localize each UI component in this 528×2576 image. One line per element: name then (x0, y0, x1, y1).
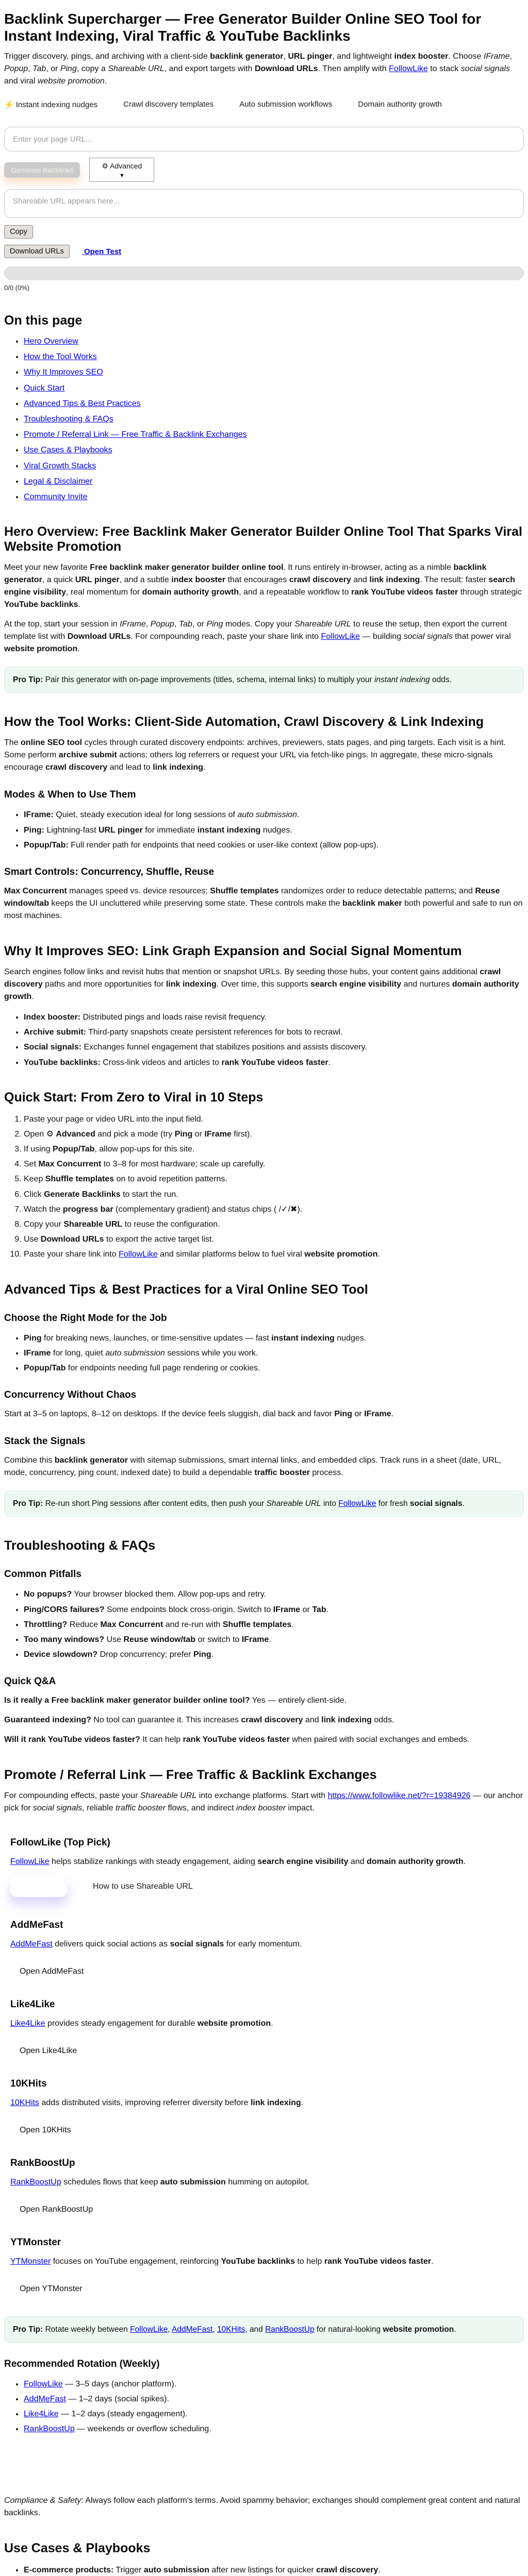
inline-link[interactable]: Like4Like (10, 2019, 45, 2028)
subsection-heading: Concurrency Without Chaos (4, 1389, 137, 1401)
toc-item (24, 429, 524, 440)
subsection-heading: Stack the Signals (4, 1436, 86, 1447)
open-platform-link[interactable]: Open Like4Like (20, 2046, 77, 2056)
inline-link[interactable]: FollowLike (130, 2325, 168, 2334)
spacer (4, 2443, 524, 2487)
how-to-use-toggle[interactable]: How to use Shareable URL (93, 1882, 193, 1891)
toc-link[interactable]: Promote / Referral Link — Free Traffic & Backlink Exchanges (24, 430, 247, 439)
list-item: • FollowLike — 3–5 days (anchor platform). (24, 2378, 524, 2390)
list-item: • Ping/CORS failures? Some endpoints block cross-origin. Switch to IFrame or Tab. (24, 1604, 524, 1616)
inline-link[interactable]: 10KHits (217, 2325, 245, 2334)
intro-text: Trigger discovery, pings, and archiving with a client-side backlink generator, URL pinger, and lightweight index booster. Choose IFrame, Popup, Tab, or Ping, copy a Shareable URL, and export targets with Download URLs. Then amplify with FollowLike to stack social signals and viral website promotion. (4, 52, 512, 86)
copy-button[interactable]: Copy (4, 225, 33, 239)
section-heading: How the Tool Works: Client-Side Automation, Crawl Discovery & Link Indexing (4, 715, 484, 730)
list-item: • Archive submit: Third-party snapshots create persistent references for bots to recrawl. (24, 1026, 524, 1038)
list-item: • IFrame: Quiet, steady execution ideal for long sessions of auto submission. (24, 809, 524, 821)
inline-link[interactable]: RankBoostUp (24, 2425, 75, 2434)
list-item: 6. Click Generate Backlinks to start the run. (24, 1189, 524, 1200)
platform-description: Like4Like provides steady engagement for durable website promotion. (10, 2019, 273, 2028)
platform-card-title: 10KHits (10, 2078, 47, 2090)
feature-chip: Auto submission workflows (239, 100, 333, 109)
list-item: • E-commerce products: Trigger auto submission after new listings for quicker crawl discovery. (24, 2564, 524, 2576)
platform-card (4, 2158, 524, 2214)
paragraph: Compliance & Safety: Always follow each platform's terms. Avoid spammy behavior; exchanges should complement great content and natural backlinks. (4, 2496, 520, 2518)
platform-card-title: Like4Like (10, 1999, 55, 2010)
subsection-heading: Choose the Right Mode for the Job (4, 1312, 167, 1324)
page-title: Backlink Supercharger — Free Generator Builder Online SEO Tool for Instant Indexing, Viral Traffic & YouTube Backlinks (4, 11, 482, 44)
toc-link[interactable]: Troubleshooting & FAQs (24, 415, 113, 423)
list-item: • Ping for breaking news, launches, or time-sensitive updates — fast instant indexing nudges. (24, 1332, 524, 1344)
open-platform-link[interactable]: Open AddMeFast (20, 1967, 84, 1976)
toc-item (24, 460, 524, 472)
download-row (4, 245, 524, 258)
platform-description: YTMonster focuses on YouTube engagement, reinforcing YouTube backlinks to help rank YouTube videos faster. (10, 2257, 434, 2266)
toc-item (24, 476, 524, 487)
platform-card (4, 1999, 524, 2056)
url-input[interactable] (4, 127, 524, 151)
paragraph: Max Concurrent manages speed vs. device resources; Shuffle templates randomizes order to reduce detectable patterns; and Reuse window/tab keeps the UI uncluttered while preserving some state. These controls make the backlink maker both powerful and safe to run on most machines. (4, 886, 523, 920)
section-heading: Troubleshooting & FAQs (4, 1538, 156, 1553)
open-test-link[interactable]: Open Test (81, 247, 122, 256)
paragraph: Guaranteed indexing? No tool can guarantee it. This increases crawl discovery and link indexing odds. (4, 1716, 394, 1725)
inline-link[interactable]: YTMonster (10, 2257, 51, 2266)
feature-chip: Crawl discovery templates (123, 100, 214, 109)
open-platform-link[interactable]: Open YTMonster (20, 2284, 82, 2294)
platform-card (4, 1837, 524, 1897)
list-item: • Too many windows? Use Reuse window/tab or switch to IFrame. (24, 1634, 524, 1646)
inline-link[interactable]: Like4Like (24, 2409, 59, 2418)
toc-item (24, 398, 524, 410)
platform-description: 10KHits adds distributed visits, improving referrer diversity before link indexing. (10, 2098, 304, 2108)
followlike-open-button[interactable]: Open FollowLike (10, 1876, 67, 1897)
inline-link[interactable]: https://www.followlike.net/?r=19384926 (327, 1791, 471, 1801)
list-item: • IFrame for long, quiet auto submission sessions while you work. (24, 1347, 524, 1359)
inline-link[interactable]: FollowLike (338, 1499, 376, 1509)
progress-text: 0/0 (0%) (4, 284, 30, 292)
inline-link[interactable]: AddMeFast (172, 2325, 213, 2334)
list-item: 7. Watch the progress bar (complementary gradient) and status chips ( /✓/✖). (24, 1204, 524, 1215)
lightning-icon: ⚡ (4, 100, 14, 110)
pro-tip: Pro Tip: Rotate weekly between FollowLike, AddMeFast, 10KHits, and RankBoostUp for natural-looking website promotion. (4, 2316, 524, 2343)
toc-link[interactable]: How the Tool Works (24, 352, 97, 362)
list-item: 2. Open ⚙ Advanced and pick a mode (try Ping or IFrame first). (24, 1128, 524, 1140)
list-item: • No popups? Your browser blocked them. Allow pop-ups and retry. (24, 1588, 524, 1600)
toc-item (24, 444, 524, 456)
section-heading: Hero Overview: Free Backlink Maker Generator Builder Online Tool That Sparks Viral Website Promotion (4, 524, 522, 554)
inline-link[interactable]: FollowLike (10, 1857, 50, 1867)
list-item: 3. If using Popup/Tab, allow pop-ups for this site. (24, 1143, 524, 1155)
inline-link[interactable]: AddMeFast (10, 1940, 53, 1949)
inline-link[interactable]: RankBoostUp (10, 2178, 61, 2187)
list-item: 4. Set Max Concurrent to 3–8 for most hardware; scale up carefully. (24, 1158, 524, 1170)
inline-link[interactable]: 10KHits (10, 2098, 40, 2108)
paragraph: Meet your new favorite Free backlink maker generator builder online tool. It runs entirely in-browser, acting as a nimble backlink generator, a quick URL pinger, and a subtle index booster that encourages crawl discovery and link indexing. The result: faster search engine visibility, real momentum for domain authority growth, and a repeatable workflow to rank YouTube videos faster through strategic YouTube backlinks. (4, 563, 522, 609)
inline-link[interactable]: RankBoostUp (265, 2325, 315, 2334)
pro-tip: Pro Tip: Pair this generator with on-page improvements (titles, schema, internal links) to multiply your instant indexing odds. (4, 667, 524, 693)
platform-description: FollowLike helps stabilize rankings with steady engagement, aiding search engine visibility and domain authority growth. (10, 1857, 466, 1867)
subsection-heading: Recommended Rotation (Weekly) (4, 2358, 160, 2369)
paragraph: Will it rank YouTube videos faster? It can help rank YouTube videos faster when paired with social exchanges and embeds. (4, 1735, 470, 1744)
section-heading: Quick Start: From Zero to Viral in 10 Steps (4, 1090, 263, 1105)
list-item: • Ping: Lightning-fast URL pinger for immediate instant indexing nudges. (24, 824, 524, 836)
list-item: • Like4Like — 1–2 days (steady engagement). (24, 2408, 524, 2420)
list-item: 5. Keep Shuffle templates on to avoid repetition patterns. (24, 1173, 524, 1185)
paragraph: At the top, start your session in IFrame, Popup, Tab, or Ping modes. Copy your Shareable URL to reuse the setup, then export the current template list with Download URLs. For compounding reach, paste your share link into FollowLike — building social signals that power viral website promotion. (4, 620, 511, 654)
platform-card (4, 2237, 524, 2294)
feature-chip: Domain authority growth (358, 100, 442, 109)
advanced-toggle[interactable] (89, 158, 154, 182)
section-heading: Advanced Tips & Best Practices for a Viral Online SEO Tool (4, 1282, 368, 1297)
list-item: 9. Use Download URLs to export the active target list. (24, 1233, 524, 1245)
list-item: • Popup/Tab for endpoints needing full page rendering or cookies. (24, 1362, 524, 1374)
platform-card-title: YTMonster (10, 2237, 61, 2248)
paragraph: Search engines follow links and revisit hubs that mention or snapshot URLs. By seeding those hubs, your content gains additional crawl discovery paths and more opportunities for link indexing. Over time, this supports search engine visibility and nurtures domain authority growth. (4, 967, 519, 1001)
list-item: • RankBoostUp — weekends or overflow scheduling. (24, 2423, 524, 2435)
toc-item (24, 491, 524, 503)
generator-controls (4, 158, 524, 182)
paragraph: For compounding effects, paste your Shareable URL into exchange platforms. Start with https://www.followlike.net/?r=19384926 — our anchor pick for social signals, reliable traffic booster flows, and indirect index booster impact. (4, 1791, 523, 1813)
shareable-url-output[interactable] (4, 189, 524, 218)
advanced-label: Advanced (110, 162, 142, 171)
subsection-heading: Common Pitfalls (4, 1569, 81, 1580)
toc-heading: On this page (4, 313, 82, 328)
subsection-heading: Smart Controls: Concurrency, Shuffle, Reuse (4, 866, 214, 877)
platform-card (4, 1920, 524, 1976)
platform-card-title: FollowLike (Top Pick) (10, 1837, 110, 1849)
platform-card-title: AddMeFast (10, 1920, 63, 1931)
toc-item (24, 335, 524, 347)
chevron-down-icon: ▼ (119, 173, 125, 179)
platform-description: AddMeFast delivers quick social actions as social signals for early momentum. (10, 1940, 302, 1949)
toc-item (24, 366, 524, 378)
subsection-heading: Modes & When to Use Them (4, 789, 136, 801)
platform-description: RankBoostUp schedules flows that keep auto submission humming on autopilot. (10, 2178, 309, 2187)
list-item: • Device slowdown? Drop concurrency; prefer Ping. (24, 1649, 524, 1660)
article (4, 524, 524, 2576)
list-item: 1. Paste your page or video URL into the input field. (24, 1113, 524, 1125)
toc-link[interactable]: Use Cases & Playbooks (24, 446, 112, 455)
subsection-heading: Quick Q&A (4, 1676, 56, 1687)
paragraph: Start at 3–5 on laptops, 8–12 on desktops. If the device feels sluggish, dial back and favor Ping or IFrame. (4, 1410, 394, 1419)
list-item: • YouTube backlinks: Cross-link videos and articles to rank YouTube videos faster. (24, 1057, 524, 1069)
toc-link[interactable]: Viral Growth Stacks (24, 461, 96, 470)
open-platform-link[interactable]: Open RankBoostUp (20, 2205, 93, 2214)
inline-link[interactable]: FollowLike (119, 1250, 158, 1259)
download-urls-button[interactable]: Download URLs (4, 245, 70, 258)
list-item: • Throttling? Reduce Max Concurrent and re-run with Shuffle templates. (24, 1619, 524, 1631)
gear-icon: ⚙ (102, 162, 108, 171)
list-item: • AddMeFast — 1–2 days (social spikes). (24, 2393, 524, 2405)
section-heading: Promote / Referral Link — Free Traffic & Backlink Exchanges (4, 1768, 377, 1783)
section-heading: Why It Improves SEO: Link Graph Expansion and Social Signal Momentum (4, 943, 462, 958)
list-item: 10. Paste your share link into FollowLike and similar platforms below to fuel viral website promotion. (24, 1248, 524, 1260)
paragraph: Combine this backlink generator with sitemap submissions, smart internal links, and embedded clips. Track runs in a sheet (date, URL, mode, concurrency, ping count, indexed date) to build a dependable traffic booster process. (4, 1456, 501, 1478)
pro-tip: Pro Tip: Re-run short Ping sessions after content edits, then push your Shareable URL into FollowLike for fresh social signals. (4, 1490, 524, 1517)
open-platform-link[interactable]: Open 10KHits (20, 2126, 71, 2135)
inline-link[interactable]: FollowLike (321, 632, 360, 641)
list-item: • Index booster: Distributed pings and loads raise revisit frequency. (24, 1011, 524, 1023)
toc-link[interactable]: Community Invite (24, 492, 88, 501)
list-item: 8. Copy your Shareable URL to reuse the configuration. (24, 1218, 524, 1230)
section-heading: Use Cases & Playbooks (4, 2541, 151, 2556)
table-of-contents (4, 313, 524, 503)
feature-chip: ⚡ Instant indexing nudges (4, 100, 98, 110)
toc-item (24, 351, 524, 363)
platform-card (4, 2078, 524, 2135)
followlike-actions (10, 1876, 518, 1897)
toc-item (24, 413, 524, 425)
feature-chips (4, 100, 524, 109)
toc-item (24, 382, 524, 394)
list-item: • Popup/Tab: Full render path for endpoints that need cookies or user-like context (allow pop-ups). (24, 839, 524, 851)
platform-card-title: RankBoostUp (10, 2158, 75, 2169)
toc-link[interactable]: Why It Improves SEO (24, 368, 103, 377)
toc-link[interactable]: Legal & Disclaimer (24, 477, 93, 486)
generate-backlinks-button[interactable]: Generate Backlinks (4, 162, 80, 178)
toc-link[interactable]: Hero Overview (24, 337, 78, 346)
paragraph: The online SEO tool cycles through curated discovery endpoints: archives, previewers, stats pages, and ping targets. Each visit is a hint. Some perform archive submit actions; others log referrers or request your URL via fetch-like pings. In aggregate, these micro-signals encourage crawl discovery and lead to link indexing. (4, 738, 506, 772)
toc-link[interactable]: Quick Start (24, 383, 65, 393)
paragraph: Is it really a Free backlink maker generator builder online tool? Yes — entirely client-side. (4, 1696, 347, 1705)
inline-link[interactable]: AddMeFast (24, 2394, 66, 2403)
toc-link[interactable]: Advanced Tips & Best Practices (24, 399, 141, 408)
progress-bar (4, 266, 524, 280)
list-item: • Social signals: Exchanges funnel engagement that stabilizes positions and assists discovery. (24, 1041, 524, 1053)
inline-link[interactable]: FollowLike (24, 2379, 63, 2388)
